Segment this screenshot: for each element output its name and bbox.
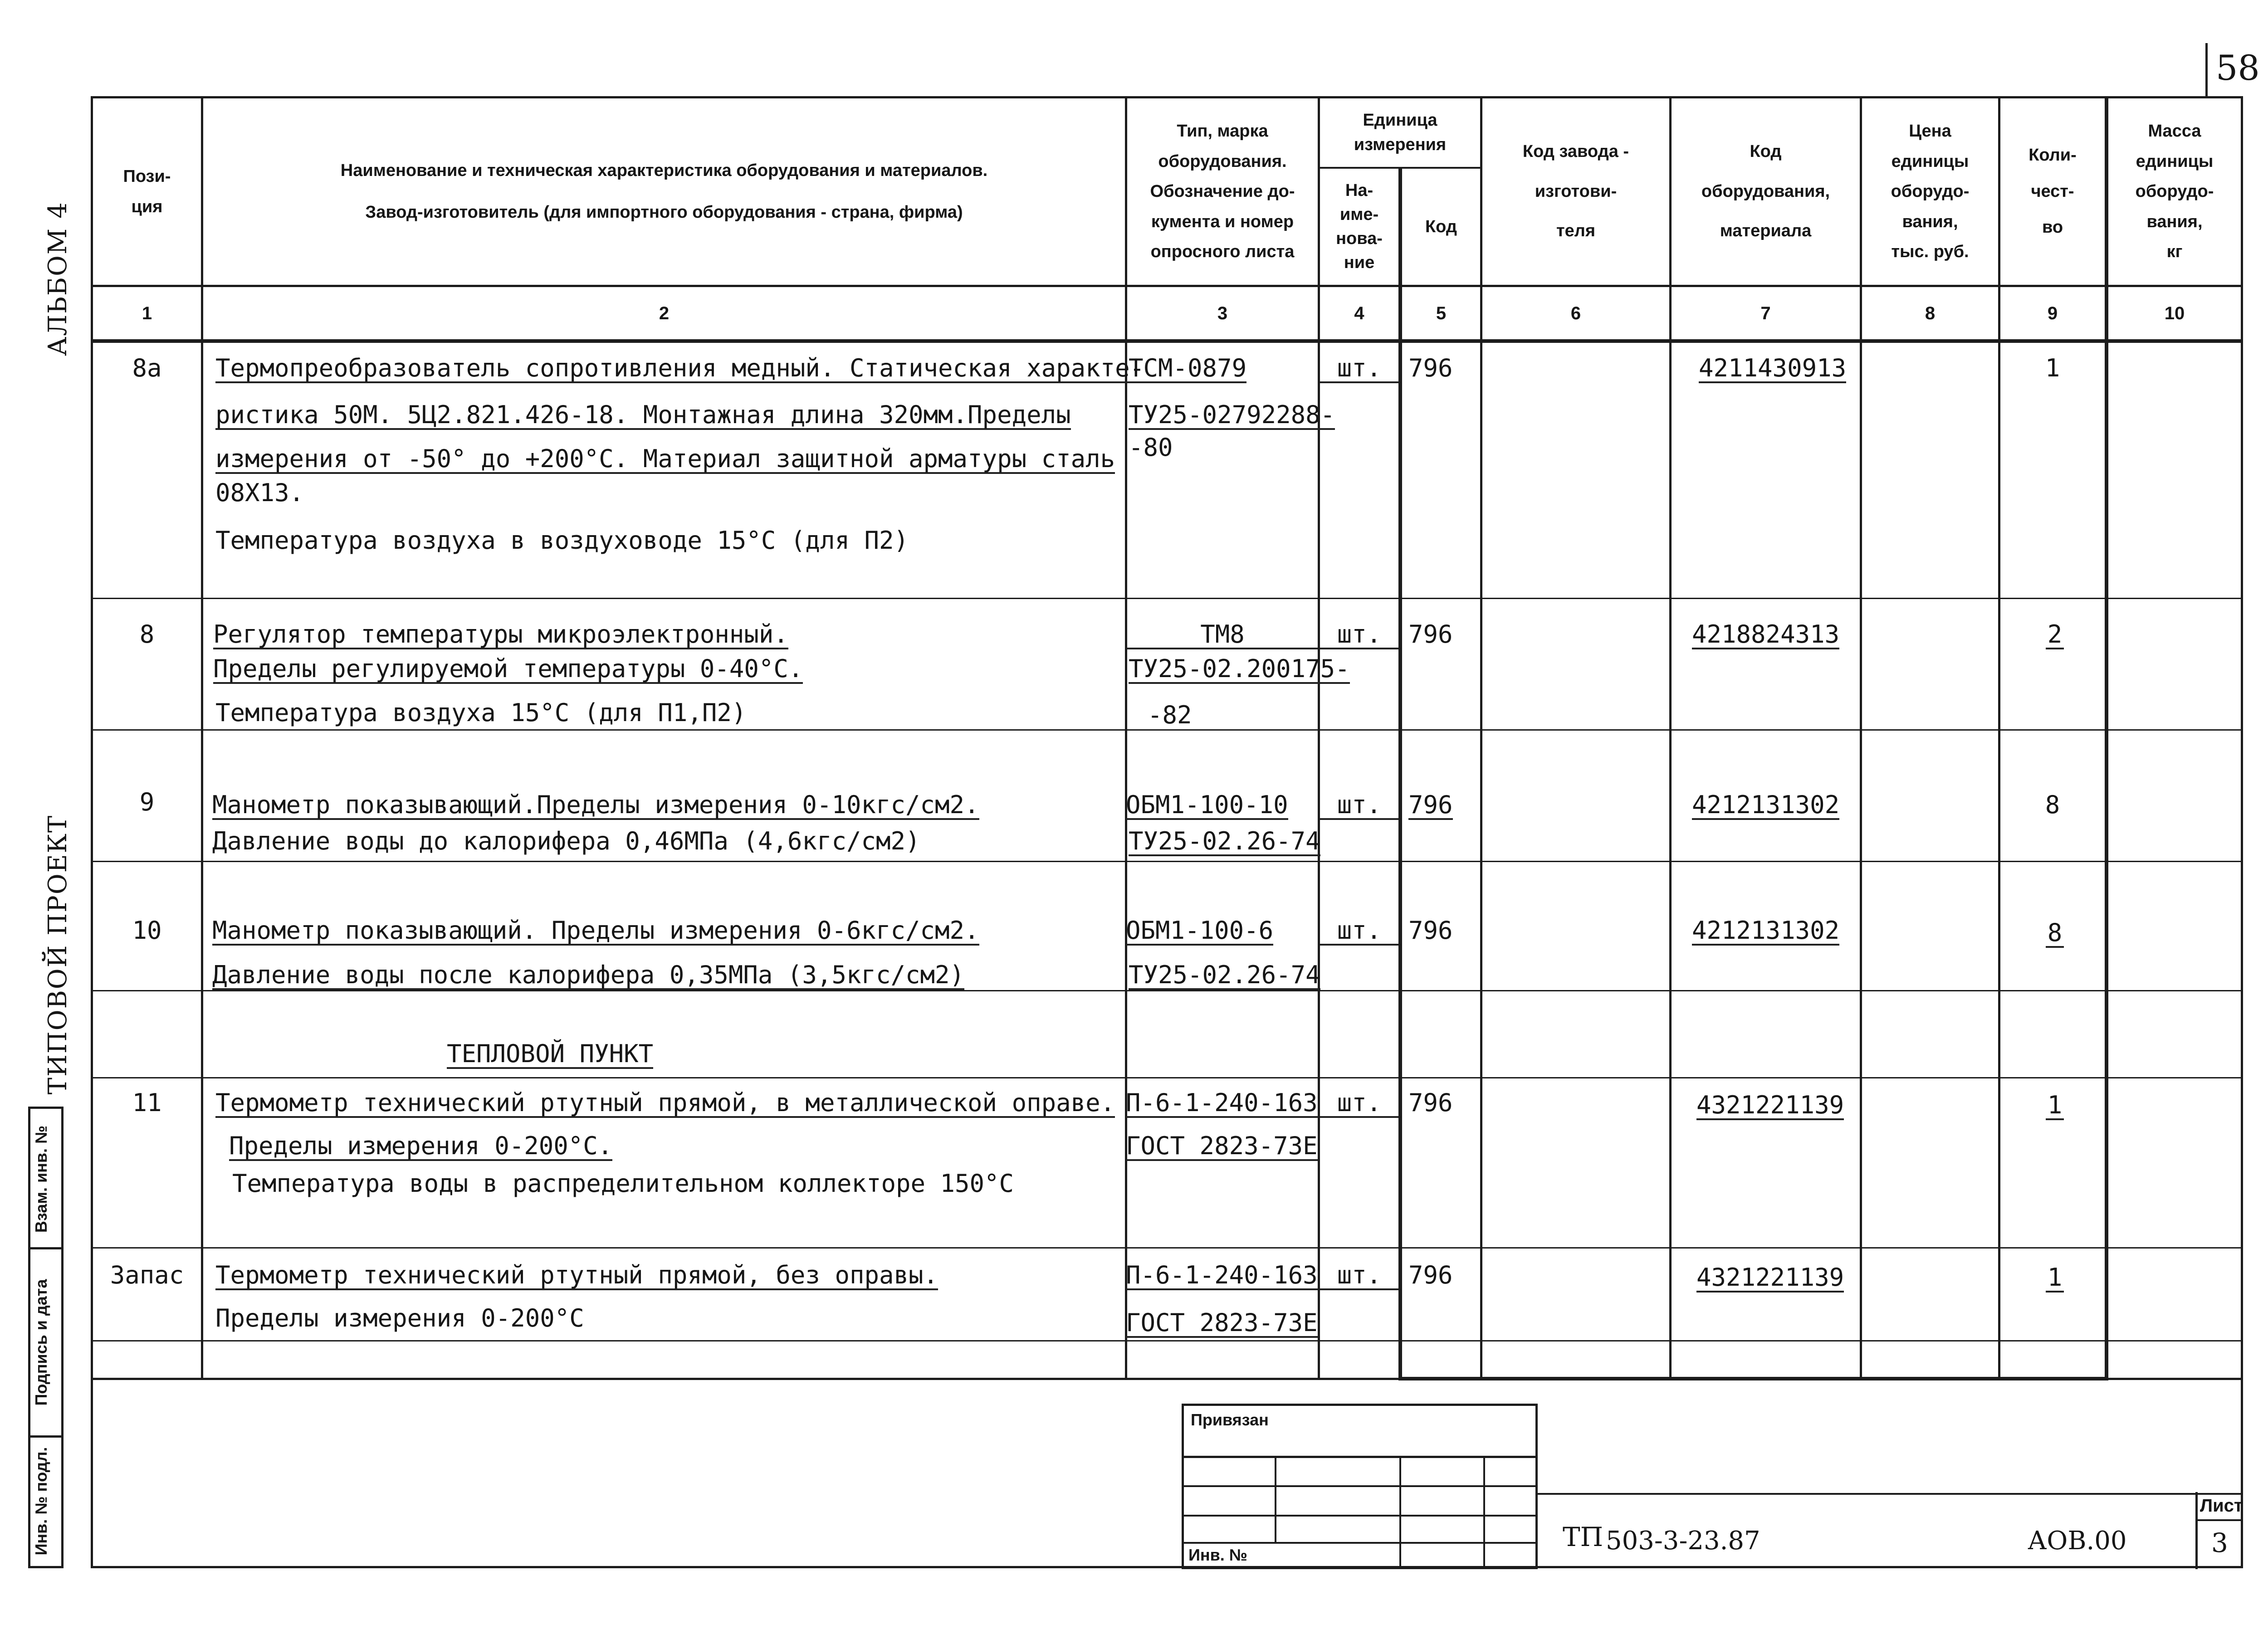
col-number-3: 3	[1217, 303, 1228, 323]
unit-code: 796	[1408, 916, 1453, 945]
stamp-privyazan: Привязан	[1191, 1410, 1269, 1429]
type-mark: П-6-1-240-163	[1126, 1261, 1318, 1289]
unit-name: шт.	[1320, 793, 1398, 820]
col-number-9: 9	[2047, 303, 2058, 323]
item-description: ристика 50М. 5Ц2.821.426-18. Монтажная длина 320мм.Пределы	[215, 400, 1071, 429]
col-header-unit-code: Код	[1425, 217, 1457, 236]
position-cell: Запас	[110, 1261, 184, 1289]
item-description: Пределы измерения 0-200°С.	[229, 1132, 613, 1160]
item-description: Температура воздуха в воздуховоде 15°С (для П2)	[215, 526, 909, 555]
position-cell: 10	[132, 916, 162, 945]
position-cell: 8а	[132, 354, 162, 382]
quantity: 2	[2046, 622, 2064, 649]
item-description: 08Х13.	[215, 478, 304, 507]
equipment-code: 4321221139	[1696, 1263, 1844, 1292]
col-number-6: 6	[1570, 303, 1581, 323]
type-mark: ГОСТ 2823-73Е	[1126, 1132, 1318, 1160]
unit-name: шт.	[1320, 1263, 1398, 1290]
stamp-inv-no: Инв. №	[1188, 1546, 1247, 1564]
item-description: Пределы измерения 0-200°С	[215, 1304, 584, 1332]
col-header-factory-code: Код завода - изготови- теля	[1522, 142, 1629, 241]
unit-name: шт.	[1320, 918, 1398, 946]
col-number-10: 10	[2164, 303, 2185, 323]
list-label: Лист	[2200, 1496, 2243, 1516]
quantity: 1	[2046, 1093, 2064, 1120]
type-mark: ТУ25-02.26-74	[1129, 827, 1320, 855]
equipment-code: 4212131302	[1692, 790, 1840, 819]
unit-code: 796	[1408, 354, 1453, 382]
doc-mark: АОВ.00	[2028, 1526, 2127, 1556]
col-header-unit-name: На- име- нова- ние	[1336, 180, 1383, 273]
section-title: ТЕПЛОВОЙ ПУНКТ	[447, 1039, 654, 1068]
side-label-vzam-inv: Взам. инв. №	[32, 1125, 50, 1233]
unit-name: шт.	[1320, 1091, 1398, 1118]
quantity: 1	[2045, 354, 2060, 382]
type-mark: -80	[1129, 433, 1173, 462]
position-cell: 8	[139, 620, 155, 649]
col-number-8: 8	[1925, 303, 1936, 323]
item-description: Термопреобразователь сопротивления медный. Статическая характе-	[215, 354, 1145, 382]
type-mark: ГОСТ 2823-73Е	[1126, 1308, 1318, 1337]
item-description: Пределы регулируемой температуры 0-40°С.	[213, 654, 803, 683]
item-description: измерения от -50° до +200°С. Материал защитной арматуры сталь	[215, 444, 1115, 473]
col-number-1: 1	[142, 303, 152, 323]
doc-code: 503-3-23.87	[1606, 1526, 1760, 1556]
position-cell: 9	[139, 788, 155, 816]
type-mark: ОБМ1-100-6	[1126, 916, 1274, 945]
quantity: 8	[2046, 921, 2064, 948]
col-number-7: 7	[1760, 303, 1771, 323]
type-mark: ТСМ-0879	[1129, 354, 1247, 382]
unit-code: 796	[1408, 790, 1453, 819]
unit-code: 796	[1408, 620, 1453, 649]
col-number-5: 5	[1436, 303, 1447, 323]
unit-code: 796	[1408, 1261, 1453, 1289]
item-description: Температура воды в распределительном коллекторе 150°С	[232, 1169, 1014, 1198]
item-description: Давление воды до калорифера 0,46МПа (4,6кгс/см2)	[212, 827, 920, 855]
doc-code-prefix: ТП	[1563, 1522, 1603, 1552]
type-mark: -82	[1148, 701, 1192, 729]
col-header-mass: Масса единицы оборудо- вания, кг	[2135, 122, 2214, 262]
col-header-unit-group: Единица измерения	[1354, 111, 1447, 154]
unit-name: шт.	[1320, 622, 1398, 649]
type-mark: ТУ25-02.200175-	[1129, 654, 1350, 683]
item-description: Манометр показывающий.Пределы измерения 0-10кгс/см2.	[212, 790, 979, 819]
list-number: 3	[2211, 1527, 2228, 1558]
quantity: 1	[2046, 1265, 2064, 1293]
side-label-project: ТИПОВОЙ ПРОЕКТ	[43, 815, 73, 1095]
quantity: 8	[2045, 790, 2060, 819]
item-description: Термометр технический ртутный прямой, в металлической оправе.	[215, 1088, 1115, 1117]
item-description: Термометр технический ртутный прямой, без оправы.	[215, 1261, 938, 1289]
equipment-code: 4211430913	[1699, 354, 1847, 382]
unit-code: 796	[1408, 1088, 1453, 1117]
type-mark: ТУ25-02792288-	[1129, 400, 1335, 429]
type-mark: ОБМ1-100-10	[1126, 790, 1288, 819]
col-header-type: Тип, марка оборудования. Обозначение до- кумента и номер опросного листа	[1150, 122, 1295, 262]
item-description: Регулятор температуры микроэлектронный.	[213, 620, 788, 649]
col-header-equipment-code: Код оборудования, материала	[1701, 142, 1830, 241]
item-description: Манометр показывающий. Пределы измерения 0-6кгс/см2.	[212, 916, 979, 945]
col-header-name: Наименование и техническая характеристика оборудования и материалов. Завод-изготовитель (для импортного оборудования - страна, фирма)	[340, 161, 988, 222]
col-number-4: 4	[1354, 303, 1364, 323]
position-cell: 11	[132, 1088, 162, 1117]
equipment-code: 4212131302	[1692, 916, 1840, 945]
type-mark: ТМ8	[1127, 622, 1318, 649]
sheet-corner-number: 58	[2216, 48, 2260, 88]
equipment-code: 4321221139	[1696, 1091, 1844, 1119]
col-header-position: Пози- ция	[123, 167, 171, 216]
side-label-album: АЛЬБОМ 4	[43, 201, 73, 356]
col-header-price: Цена единицы оборудо- вания, тыс. руб.	[1891, 122, 1970, 262]
item-description: Давление воды после калорифера 0,35МПа (3,5кгс/см2)	[212, 961, 965, 989]
col-number-2: 2	[659, 303, 670, 323]
item-description: Температура воздуха 15°С (для П1,П2)	[215, 698, 747, 727]
type-mark: П-6-1-240-163	[1126, 1088, 1318, 1117]
side-label-inv-podl: Инв. № подл.	[32, 1447, 50, 1556]
type-mark: ТУ25-02.26-74	[1129, 961, 1320, 989]
col-header-quantity: Коли- чест- во	[2028, 145, 2077, 237]
unit-name: шт.	[1320, 356, 1398, 383]
equipment-code: 4218824313	[1692, 620, 1840, 649]
side-label-podpis: Подпись и дата	[32, 1279, 50, 1406]
